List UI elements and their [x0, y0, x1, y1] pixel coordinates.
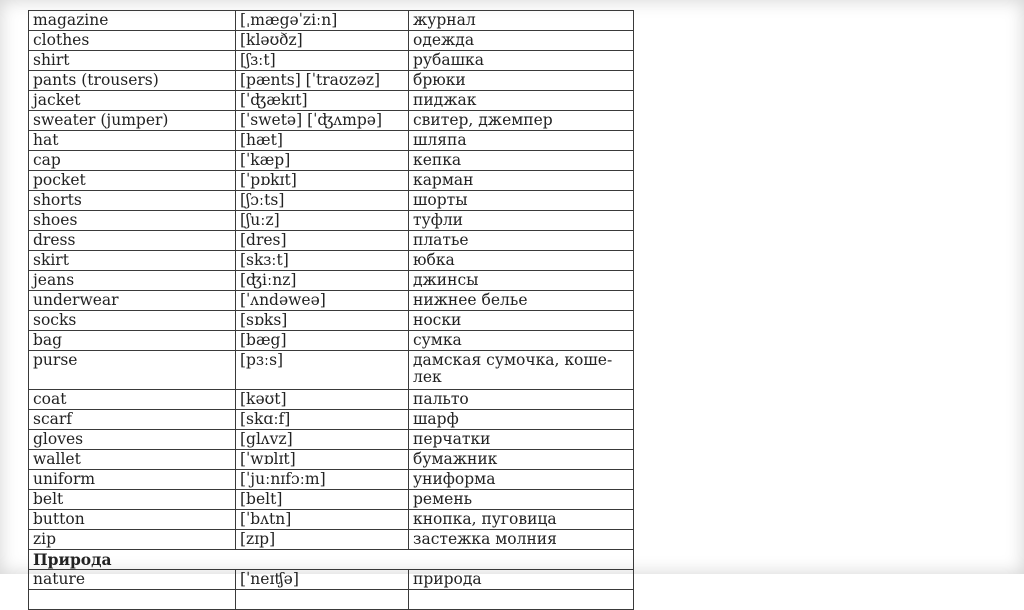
translation: дамская сумочка, коше-лек [409, 351, 634, 390]
transcription: [kəʊt] [236, 390, 409, 410]
english-word: shoes [29, 211, 236, 231]
english-word: purse [29, 351, 236, 390]
english-word: nature [29, 570, 236, 590]
translation: шорты [409, 191, 634, 211]
translation: природа [409, 570, 634, 590]
translation: пиджак [409, 91, 634, 111]
section-heading: Природа [29, 550, 634, 570]
translation: шарф [409, 410, 634, 430]
english-word: cap [29, 151, 236, 171]
translation: одежда [409, 31, 634, 51]
english-word: shorts [29, 191, 236, 211]
transcription: [glʌvz] [236, 430, 409, 450]
table-row [29, 31, 634, 51]
table-row [29, 450, 634, 470]
english-word: uniform [29, 470, 236, 490]
transcription: [skɑːf] [236, 410, 409, 430]
table-row [29, 271, 634, 291]
transcription: [pænts] [ˈtraʊzəz] [236, 71, 409, 91]
table-row [29, 311, 634, 331]
transcription: [belt] [236, 490, 409, 510]
table-row [29, 430, 634, 450]
english-word: shirt [29, 51, 236, 71]
transcription: [ˌmægəˈziːn] [236, 11, 409, 31]
table-row [29, 91, 634, 111]
table-row [29, 470, 634, 490]
translation: кнопка, пуговица [409, 510, 634, 530]
table-row [29, 211, 634, 231]
translation: застежка молния [409, 530, 634, 550]
transcription: [kləʊðz] [236, 31, 409, 51]
english-word: scarf [29, 410, 236, 430]
english-word: gloves [29, 430, 236, 450]
transcription: [ʃɔːts] [236, 191, 409, 211]
table-row [29, 71, 634, 91]
transcription: [ʤiːnz] [236, 271, 409, 291]
empty-cell [29, 590, 236, 610]
translation: носки [409, 311, 634, 331]
english-word: jacket [29, 91, 236, 111]
translation: сумка [409, 331, 634, 351]
english-word: dress [29, 231, 236, 251]
table-row [29, 11, 634, 31]
english-word: clothes [29, 31, 236, 51]
table-row [29, 570, 634, 590]
transcription: [sɒks] [236, 311, 409, 331]
empty-cell [236, 590, 409, 610]
empty-cell [409, 590, 634, 610]
transcription: [zɪp] [236, 530, 409, 550]
vocabulary-table [28, 10, 634, 610]
english-word: sweater (jumper) [29, 111, 236, 131]
table-row [29, 390, 634, 410]
english-word: zip [29, 530, 236, 550]
english-word: bag [29, 331, 236, 351]
english-word: socks [29, 311, 236, 331]
translation: платье [409, 231, 634, 251]
transcription: [ˈneɪʧə] [236, 570, 409, 590]
transcription: [ˈswetə] [ˈʤʌmpə] [236, 111, 409, 131]
translation: свитер, джемпер [409, 111, 634, 131]
vocabulary-table-body [29, 11, 634, 610]
translation: перчатки [409, 430, 634, 450]
english-word: pocket [29, 171, 236, 191]
transcription: [ˈʌndəweə] [236, 291, 409, 311]
english-word: belt [29, 490, 236, 510]
transcription: [ˈkæp] [236, 151, 409, 171]
english-word: button [29, 510, 236, 530]
table-row [29, 530, 634, 550]
transcription: [ʃuːz] [236, 211, 409, 231]
table-row [29, 251, 634, 271]
english-word: coat [29, 390, 236, 410]
english-word: wallet [29, 450, 236, 470]
table-row [29, 171, 634, 191]
table-row [29, 51, 634, 71]
table-row [29, 351, 634, 390]
english-word: pants (trousers) [29, 71, 236, 91]
translation: нижнее белье [409, 291, 634, 311]
english-word: hat [29, 131, 236, 151]
transcription: [ʃɜːt] [236, 51, 409, 71]
translation: юбка [409, 251, 634, 271]
table-row [29, 131, 634, 151]
english-word: skirt [29, 251, 236, 271]
table-row [29, 510, 634, 530]
translation: туфли [409, 211, 634, 231]
transcription: [dres] [236, 231, 409, 251]
transcription: [ˈjuːnɪfɔːm] [236, 470, 409, 490]
transcription: [pɜːs] [236, 351, 409, 390]
transcription: [hæt] [236, 131, 409, 151]
section-heading-row [29, 550, 634, 570]
translation: бумажник [409, 450, 634, 470]
translation: ремень [409, 490, 634, 510]
table-row [29, 191, 634, 211]
table-row [29, 331, 634, 351]
table-row [29, 490, 634, 510]
english-word: magazine [29, 11, 236, 31]
transcription: [bæg] [236, 331, 409, 351]
transcription: [ˈbʌtn] [236, 510, 409, 530]
translation: карман [409, 171, 634, 191]
transcription: [ˈʤækɪt] [236, 91, 409, 111]
table-row [29, 151, 634, 171]
translation: джинсы [409, 271, 634, 291]
table-row [29, 291, 634, 311]
translation: пальто [409, 390, 634, 410]
transcription: [ˈwɒlɪt] [236, 450, 409, 470]
translation: кепка [409, 151, 634, 171]
translation: журнал [409, 11, 634, 31]
english-word: jeans [29, 271, 236, 291]
translation: униформа [409, 470, 634, 490]
transcription: [ˈpɒkɪt] [236, 171, 409, 191]
translation: брюки [409, 71, 634, 91]
english-word: underwear [29, 291, 236, 311]
table-row [29, 231, 634, 251]
table-row [29, 111, 634, 131]
translation: шляпа [409, 131, 634, 151]
table-row-cut-off [29, 590, 634, 610]
translation: рубашка [409, 51, 634, 71]
table-row [29, 410, 634, 430]
transcription: [skɜːt] [236, 251, 409, 271]
